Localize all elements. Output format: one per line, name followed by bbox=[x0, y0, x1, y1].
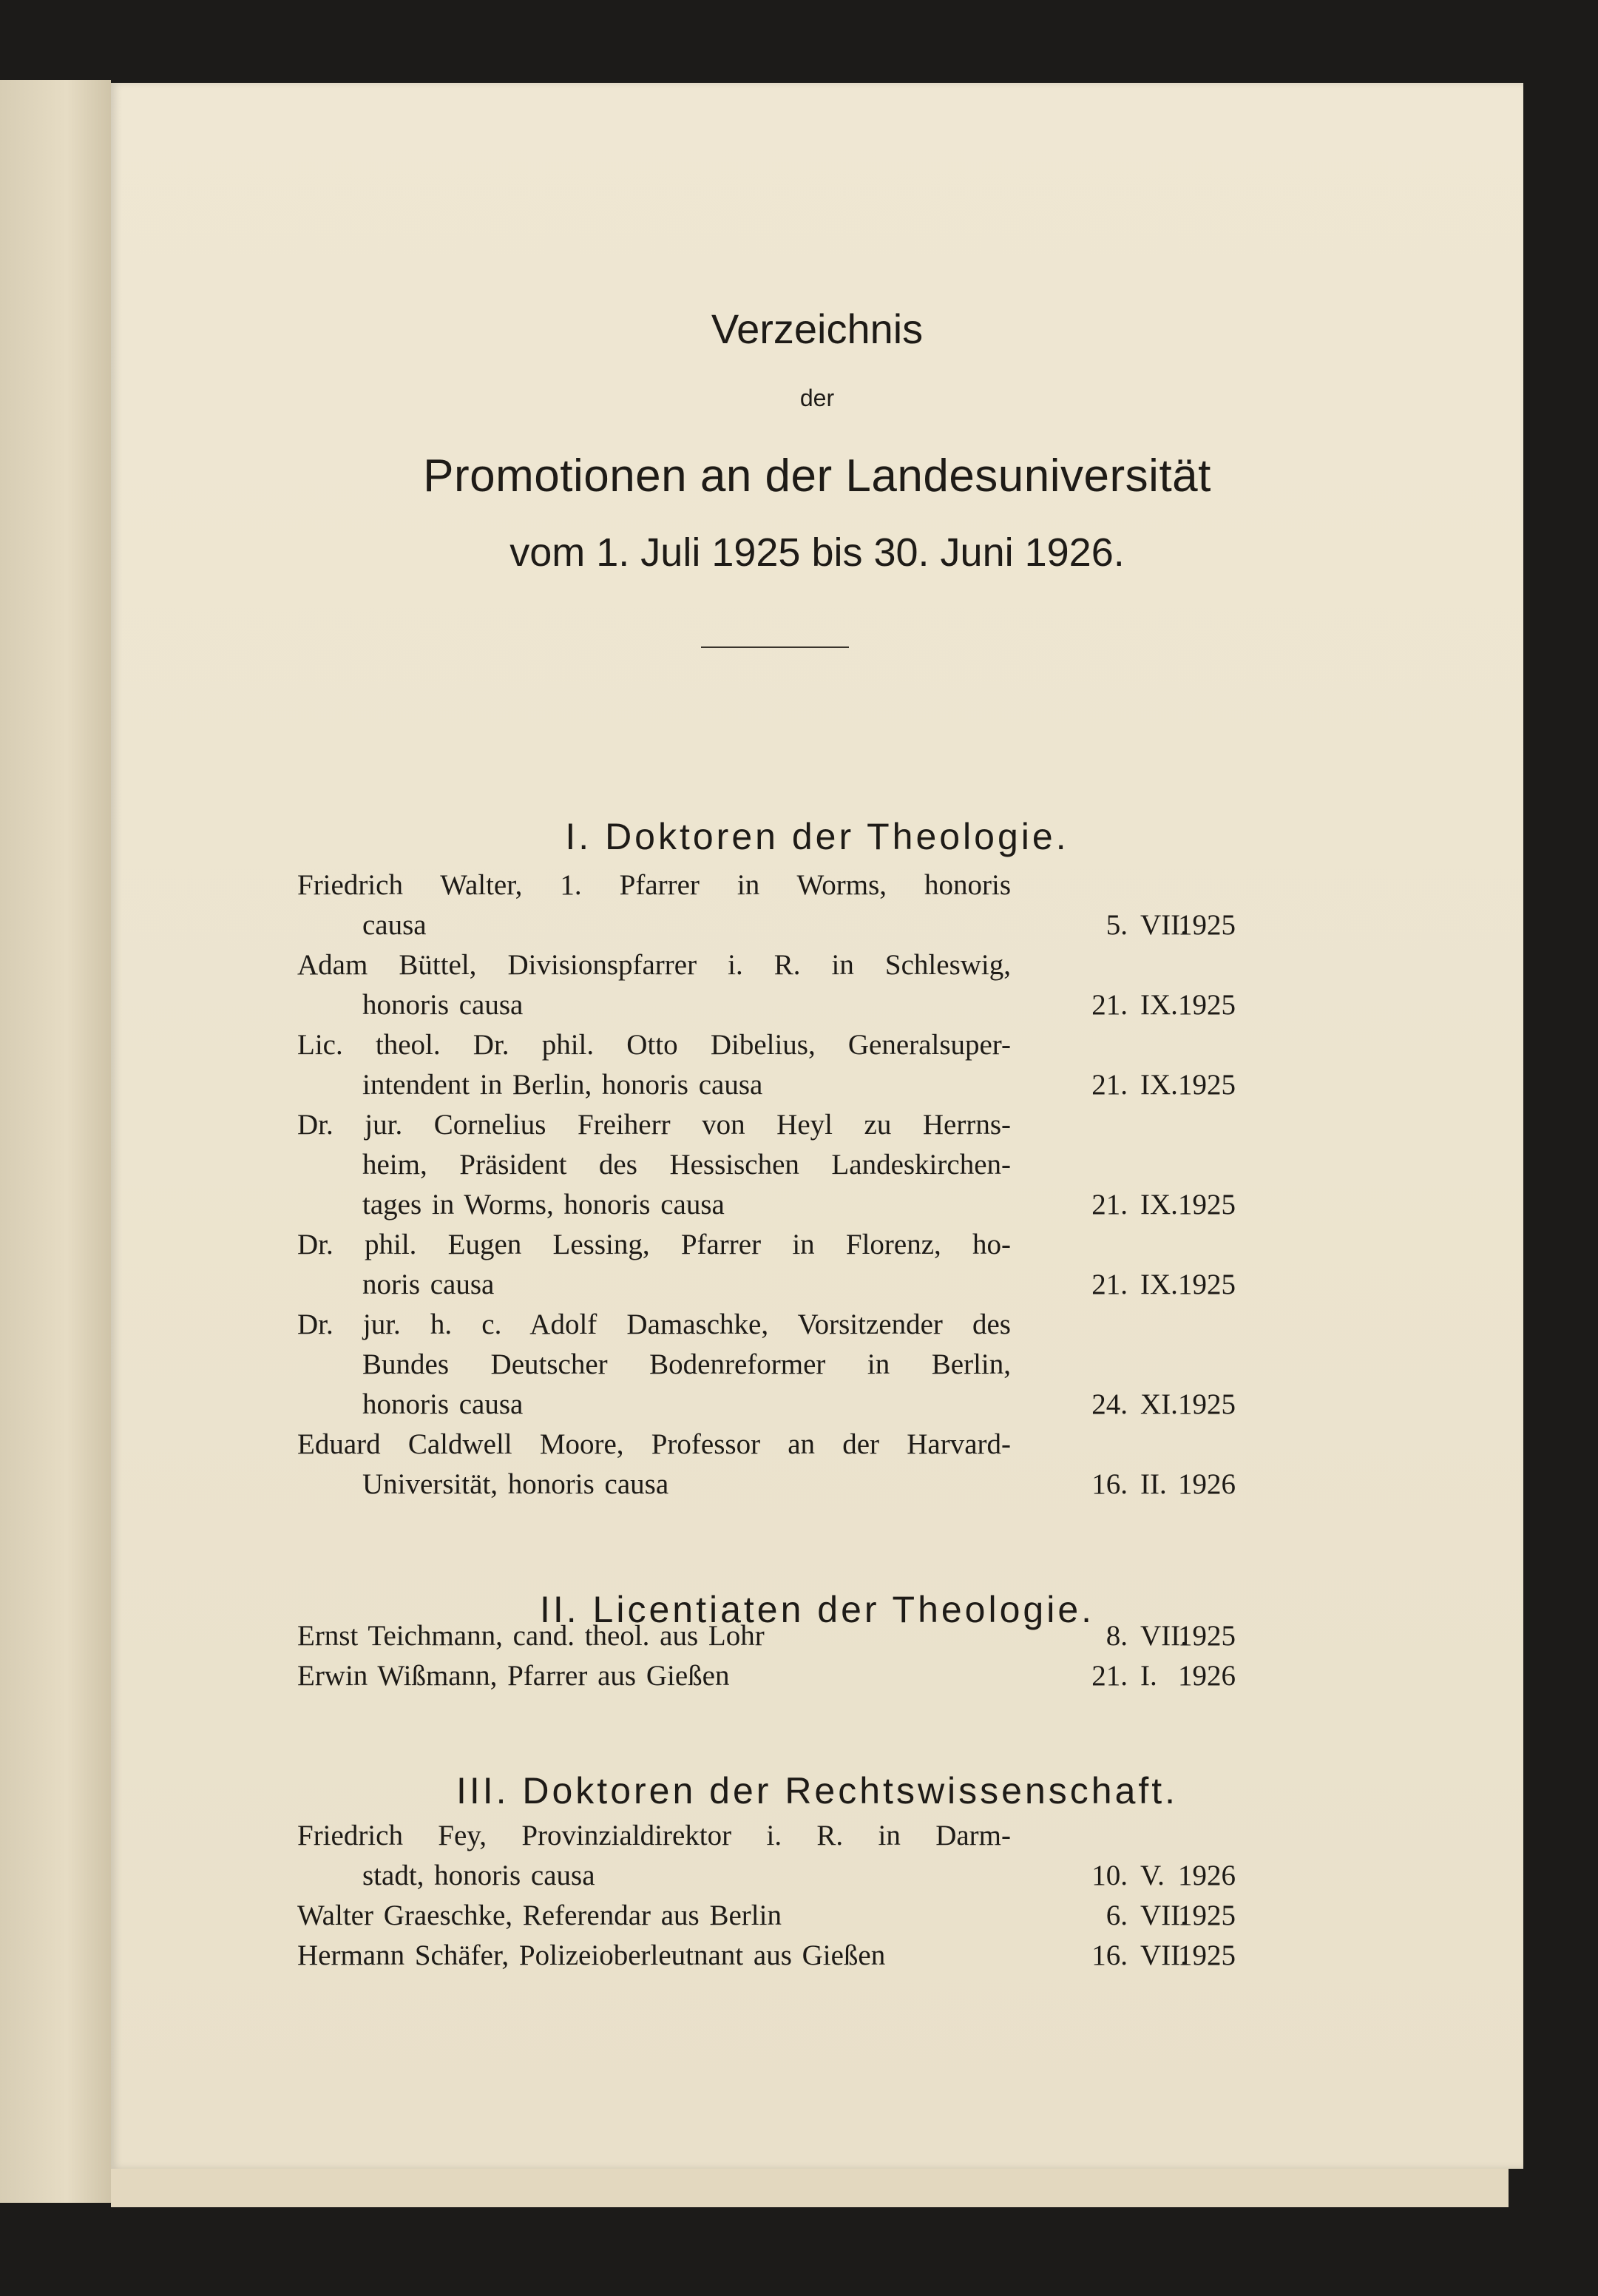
entry-date-year: 1926 bbox=[1178, 1468, 1236, 1500]
entry-date-day: 10. bbox=[1091, 1860, 1128, 1891]
entry-date-day: 16. bbox=[1091, 1939, 1128, 1971]
entry-text-line: Eduard Caldwell Moore, Professor an der Harvard- bbox=[297, 1428, 1011, 1460]
entry-date-year: 1925 bbox=[1178, 1939, 1236, 1971]
entry-date-month: II. bbox=[1140, 1468, 1167, 1500]
entry-text-line: Dr. jur. h. c. Adolf Damaschke, Vorsitzender des bbox=[297, 1309, 1011, 1340]
entry-date-day: 6. bbox=[1106, 1900, 1128, 1931]
entry-date-day: 21. bbox=[1091, 989, 1128, 1021]
document-page bbox=[111, 83, 1523, 2169]
entry-text-line: stadt, honoris causa bbox=[362, 1860, 595, 1891]
entry-date-year: 1925 bbox=[1178, 909, 1236, 941]
section-heading: III. Doktoren der Rechtswissenschaft. bbox=[456, 1770, 1179, 1812]
entry-date-day: 8. bbox=[1106, 1620, 1128, 1652]
entry-date-day: 21. bbox=[1091, 1660, 1128, 1692]
entry-text-line: Friedrich Walter, 1. Pfarrer in Worms, honoris bbox=[297, 869, 1011, 901]
entry-text-line: honoris causa bbox=[362, 989, 524, 1021]
entry-date-day: 16. bbox=[1091, 1468, 1128, 1500]
entry-date-day: 24. bbox=[1091, 1388, 1128, 1420]
entry-date-month: VII. bbox=[1140, 1939, 1188, 1971]
section-heading: I. Doktoren der Theologie. bbox=[565, 816, 1069, 857]
entry-text-line: Friedrich Fey, Provinzialdirektor i. R. in Darm- bbox=[297, 1820, 1011, 1851]
entry-date-day: 21. bbox=[1091, 1189, 1128, 1220]
entry-date-month: IX. bbox=[1140, 989, 1178, 1021]
entry-date-month: VII. bbox=[1140, 1900, 1188, 1931]
entry-date-month: V. bbox=[1140, 1860, 1165, 1891]
entry-text-line: Lic. theol. Dr. phil. Otto Dibelius, Generalsuper- bbox=[297, 1029, 1011, 1061]
entry-text-line: heim, Präsident des Hessischen Landeskirchen- bbox=[362, 1149, 1011, 1181]
entry-date-month: IX. bbox=[1140, 1189, 1178, 1220]
entry-date-month: VII. bbox=[1140, 909, 1188, 941]
title-divider bbox=[701, 646, 849, 648]
entry-date-month: VII. bbox=[1140, 1620, 1188, 1652]
entry-text-line: Bundes Deutscher Bodenreformer in Berlin, bbox=[362, 1348, 1011, 1380]
entry-date-day: 21. bbox=[1091, 1269, 1128, 1300]
entry-date-year: 1926 bbox=[1178, 1860, 1236, 1891]
page-subtitle: Promotionen an der Landesuniversität bbox=[423, 450, 1211, 502]
section-heading: II. Licentiaten der Theologie. bbox=[539, 1589, 1095, 1630]
page-title: Verzeichnis bbox=[711, 305, 924, 352]
entry-date-day: 21. bbox=[1091, 1069, 1128, 1101]
entry-text-line: Hermann Schäfer, Polizeioberleutnant aus Gießen bbox=[297, 1939, 886, 1971]
entry-text-line: noris causa bbox=[362, 1269, 495, 1300]
entry-date-year: 1925 bbox=[1178, 989, 1236, 1021]
entry-text-line: Walter Graeschke, Referendar aus Berlin bbox=[297, 1900, 782, 1931]
date-range: vom 1. Juli 1925 bis 30. Juni 1926. bbox=[509, 530, 1125, 575]
entry-text-line: Dr. phil. Eugen Lessing, Pfarrer in Florenz, ho- bbox=[297, 1229, 1011, 1260]
entry-text-line: intendent in Berlin, honoris causa bbox=[362, 1069, 763, 1101]
entry-text-line: Dr. jur. Cornelius Freiherr von Heyl zu Herrns- bbox=[297, 1109, 1011, 1141]
entry-date-year: 1925 bbox=[1178, 1388, 1236, 1420]
entry-date-day: 5. bbox=[1106, 909, 1128, 941]
entry-text-line: Erwin Wißmann, Pfarrer aus Gießen bbox=[297, 1660, 730, 1692]
entry-text-line: honoris causa bbox=[362, 1388, 524, 1420]
entry-date-month: I. bbox=[1140, 1660, 1157, 1692]
entry-date-year: 1925 bbox=[1178, 1069, 1236, 1101]
entry-date-year: 1925 bbox=[1178, 1189, 1236, 1220]
entry-text-line: Universität, honoris causa bbox=[362, 1468, 669, 1500]
entry-date-month: IX. bbox=[1140, 1069, 1178, 1101]
entry-date-year: 1925 bbox=[1178, 1620, 1236, 1652]
entry-date-month: XI. bbox=[1140, 1388, 1178, 1420]
title-connector: der bbox=[799, 385, 835, 411]
entry-date-year: 1925 bbox=[1178, 1269, 1236, 1300]
entry-date-year: 1926 bbox=[1178, 1660, 1236, 1692]
entry-date-month: IX. bbox=[1140, 1269, 1178, 1300]
entry-text-line: Ernst Teichmann, cand. theol. aus Lohr bbox=[297, 1620, 765, 1652]
entry-text-line: Adam Büttel, Divisionspfarrer i. R. in Schleswig, bbox=[297, 949, 1011, 981]
entry-text-line: tages in Worms, honoris causa bbox=[362, 1189, 725, 1220]
entry-text-line: causa bbox=[362, 909, 427, 941]
facing-page-edge bbox=[0, 80, 111, 2203]
entry-date-year: 1925 bbox=[1178, 1900, 1236, 1931]
